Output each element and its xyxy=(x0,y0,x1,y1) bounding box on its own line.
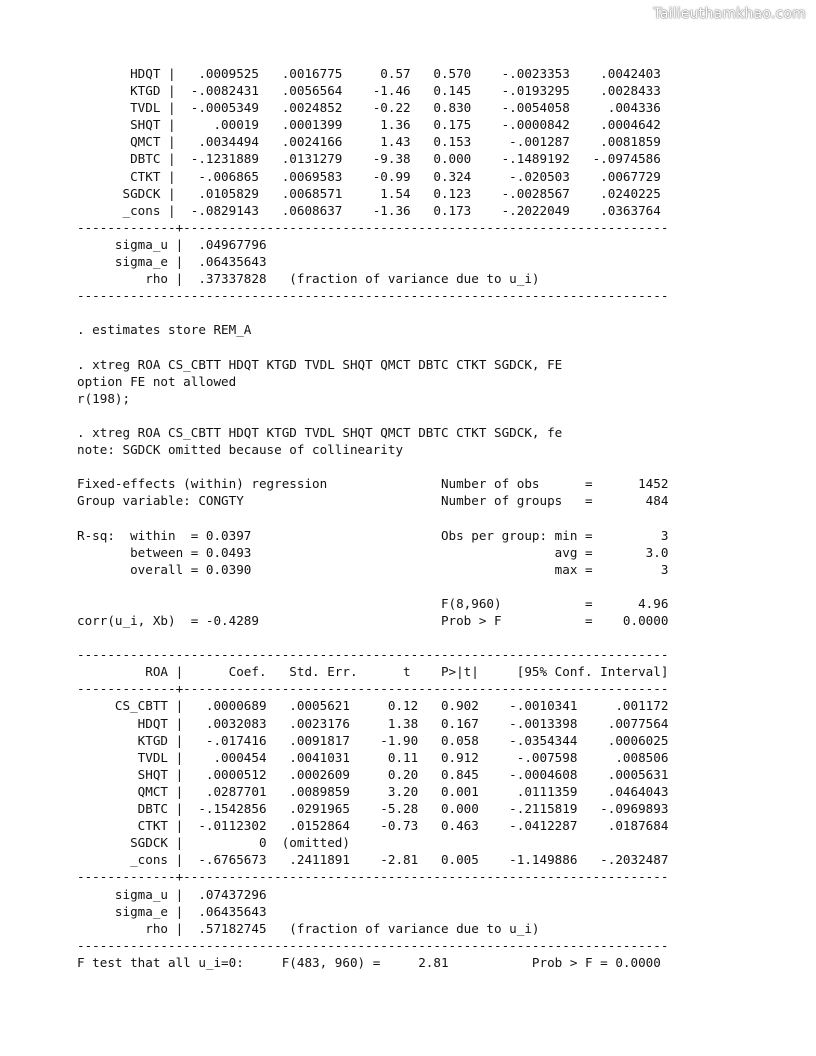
output-line: between = 0.0493 avg = 3.0 xyxy=(77,544,669,560)
output-line: QMCT | .0287701 .0089859 3.20 0.001 .0111359 .0464043 xyxy=(77,783,669,799)
output-line xyxy=(77,578,668,595)
output-line: -------------+---------------------------------------------------------------- xyxy=(77,869,669,885)
output-line: CTKT | -.0112302 .0152864 -0.73 0.463 -.0412287 .0187684 xyxy=(77,818,669,834)
output-line: Group variable: CONGTY Number of groups = 484 xyxy=(77,493,669,509)
output-line: CTKT | -.006865 .0069583 -0.99 0.324 -.020503 .0067729 xyxy=(77,168,661,184)
watermark-text: Tailieuthamkhao.com xyxy=(653,6,806,22)
output-line: option FE not allowed xyxy=(77,373,237,389)
output-line: ------------------------------------------------------------------------------ xyxy=(77,288,669,304)
output-line: CS_CBTT | .0000689 .0005621 0.12 0.902 -.0010341 .001172 xyxy=(77,698,669,714)
output-line: sigma_u | .04967796 xyxy=(77,236,267,252)
output-line: -------------+---------------------------------------------------------------- xyxy=(77,219,669,235)
output-line: ------------------------------------------------------------------------------ xyxy=(77,937,669,953)
output-line: ------------------------------------------------------------------------------ xyxy=(77,647,669,663)
output-line: ROA | Coef. Std. Err. t P>|t| [95% Conf. Interval] xyxy=(77,664,669,680)
output-line xyxy=(77,509,668,526)
output-line: sigma_e | .06435643 xyxy=(77,254,267,270)
output-line: -------------+---------------------------------------------------------------- xyxy=(77,681,669,697)
output-line: note: SGDCK omitted because of collinearity xyxy=(77,442,404,458)
output-line: TVDL | .000454 .0041031 0.11 0.912 -.007598 .008506 xyxy=(77,749,669,765)
output-line: sigma_u | .07437296 xyxy=(77,886,267,902)
output-line: SHQT | .00019 .0001399 1.36 0.175 -.0000842 .0004642 xyxy=(77,117,661,133)
output-line: DBTC | -.1231889 .0131279 -9.38 0.000 -.1489192 -.0974586 xyxy=(77,151,661,167)
output-line: . xtreg ROA CS_CBTT HDQT KTGD TVDL SHQT QMCT DBTC CTKT SGDCK, FE xyxy=(77,356,563,372)
output-line: SGDCK | .0105829 .0068571 1.54 0.123 -.0028567 .0240225 xyxy=(77,185,661,201)
output-line xyxy=(77,339,668,356)
output-line: rho | .57182745 (fraction of variance due to u_i) xyxy=(77,920,540,936)
output-line xyxy=(77,304,668,321)
output-line: . estimates store REM_A xyxy=(77,322,252,338)
output-line: KTGD | -.0082431 .0056564 -1.46 0.145 -.0193295 .0028433 xyxy=(77,83,661,99)
output-line: TVDL | -.0005349 .0024852 -0.22 0.830 -.0054058 .004336 xyxy=(77,100,661,116)
output-line: F(8,960) = 4.96 xyxy=(77,595,669,611)
output-line: HDQT | .0032083 .0023176 1.38 0.167 -.0013398 .0077564 xyxy=(77,715,669,731)
output-line xyxy=(77,458,668,475)
output-line: _cons | -.6765673 .2411891 -2.81 0.005 -1.149886 -.2032487 xyxy=(77,852,669,868)
output-line: _cons | -.0829143 .0608637 -1.36 0.173 -.2022049 .0363764 xyxy=(77,202,661,218)
output-line: overall = 0.0390 max = 3 xyxy=(77,561,669,577)
output-line: DBTC | -.1542856 .0291965 -5.28 0.000 -.2115819 -.0969893 xyxy=(77,801,669,817)
output-line: F test that all u_i=0: F(483, 960) = 2.81 Prob > F = 0.0000 xyxy=(77,954,661,970)
output-line: corr(u_i, Xb) = -0.4289 Prob > F = 0.0000 xyxy=(77,613,669,628)
output-line xyxy=(77,629,668,646)
output-line: r(198); xyxy=(77,390,131,406)
output-line: HDQT | .0009525 .0016775 0.57 0.570 -.0023353 .0042403 xyxy=(77,66,661,81)
output-line xyxy=(77,407,668,424)
output-line: Fixed-effects (within) regression Number of obs = 1452 xyxy=(77,476,669,492)
output-line: sigma_e | .06435643 xyxy=(77,903,267,919)
output-line: R-sq: within = 0.0397 Obs per group: min = 3 xyxy=(77,527,669,543)
output-line: SHQT | .0000512 .0002609 0.20 0.845 -.0004608 .0005631 xyxy=(77,766,669,782)
stata-output-log xyxy=(77,65,668,971)
output-line: QMCT | .0034494 .0024166 1.43 0.153 -.001287 .0081859 xyxy=(77,134,661,150)
output-line: KTGD | -.017416 .0091817 -1.90 0.058 -.0354344 .0006025 xyxy=(77,732,669,748)
output-line: . xtreg ROA CS_CBTT HDQT KTGD TVDL SHQT QMCT DBTC CTKT SGDCK, fe xyxy=(77,424,563,440)
output-line: rho | .37337828 (fraction of variance due to u_i) xyxy=(77,271,540,287)
output-line: SGDCK | 0 (omitted) xyxy=(77,835,350,851)
